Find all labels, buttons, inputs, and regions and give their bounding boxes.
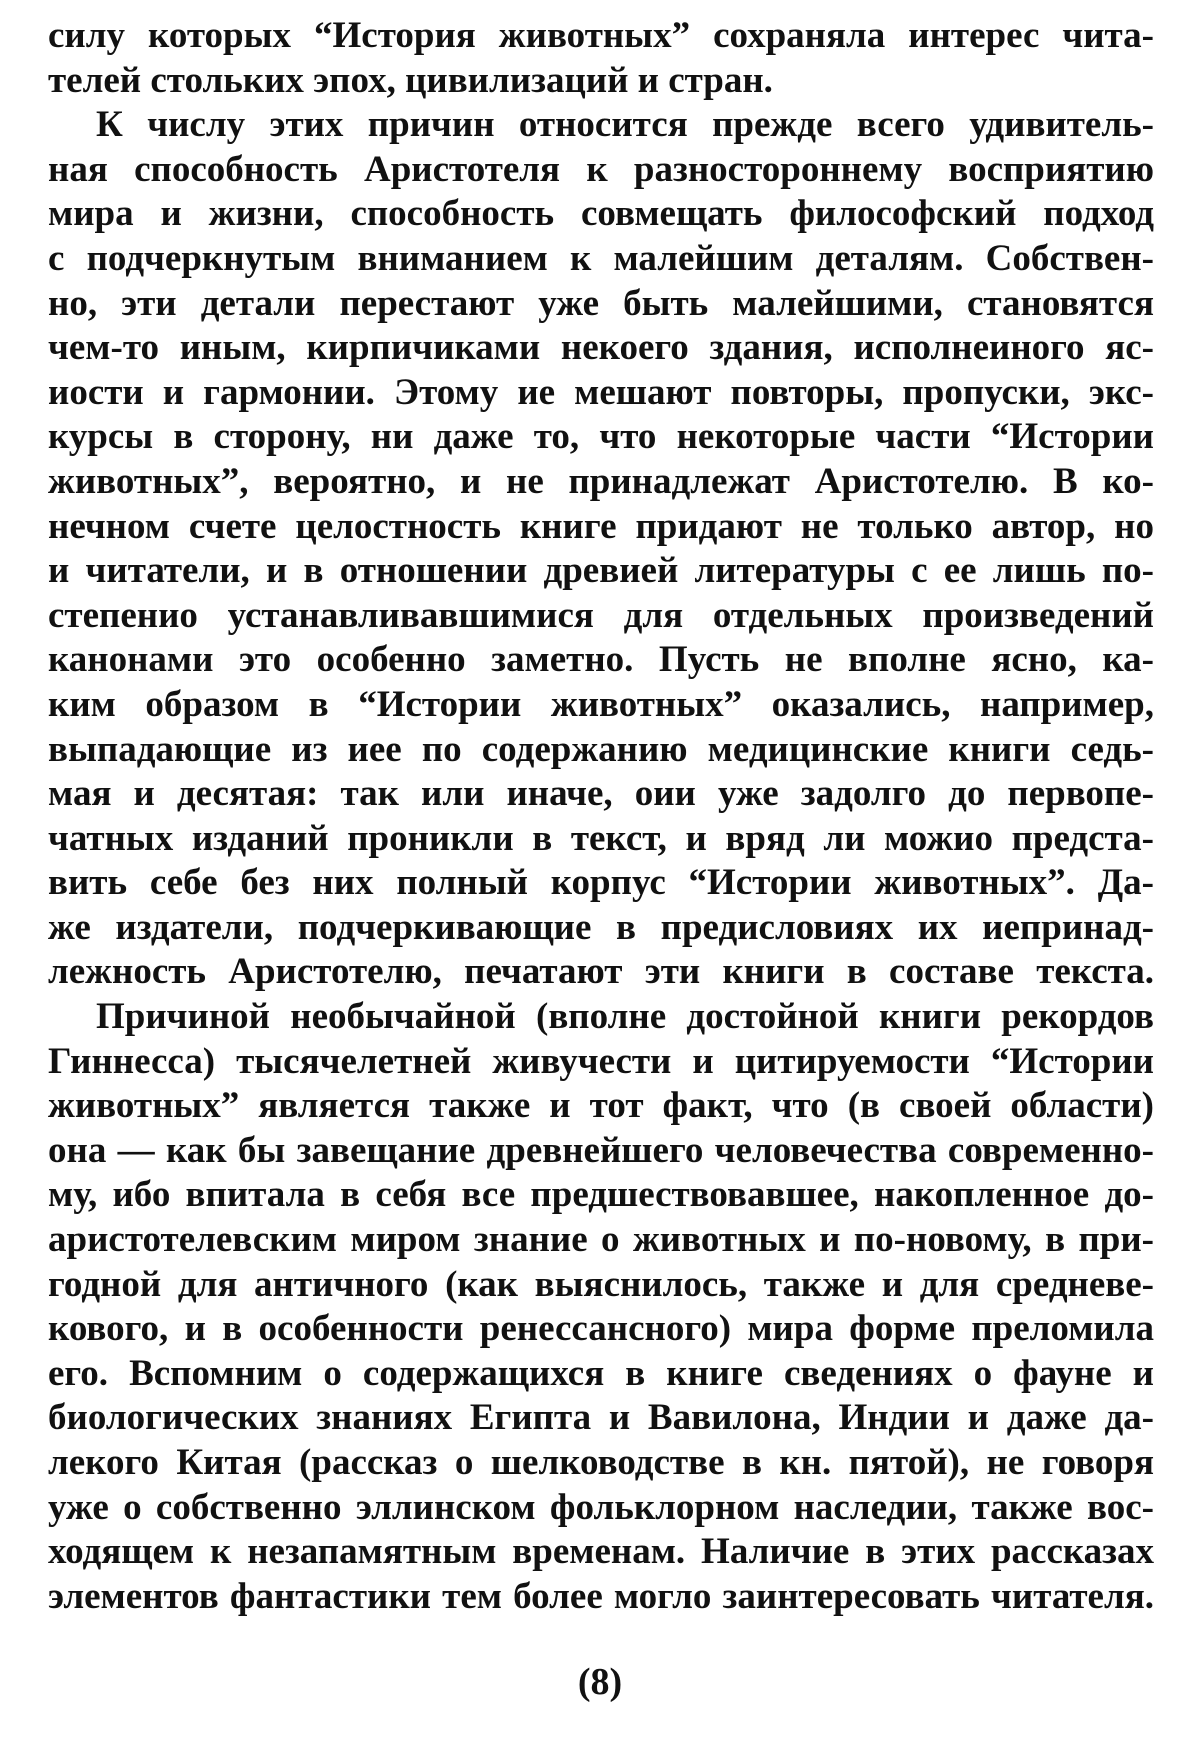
- text-line: годной для античного (как выяснилось, также и для средневе-: [48, 1263, 1154, 1305]
- text-line: с подчеркнутым вниманием к малейшим деталям. Собствен-: [48, 237, 1154, 279]
- text-line: степенио устанавливавшимися для отдельных произведений: [48, 594, 1154, 636]
- text-line: ким образом в “Истории животных” оказались, например,: [48, 683, 1154, 725]
- text-line: Гиннесса) тысячелетней живучести и цитируемости “Истории: [48, 1040, 1154, 1082]
- text-line: чатных изданий проникли в текст, и вряд ли можио предста-: [48, 817, 1154, 859]
- text-line: животных” является также и тот факт, что (в своей области): [48, 1085, 1154, 1127]
- text-line: же издатели, подчеркивающие в предисловиях их иепринад-: [48, 906, 1154, 948]
- text-line: му, ибо впитала в себя все предшествовавшее, накопленное до-: [48, 1174, 1154, 1216]
- text-line: аристотелевским миром знание о животных и по-новому, в при-: [48, 1219, 1154, 1261]
- text-line: его. Вспомним о содержащихся в книге сведениях о фауне и: [48, 1352, 1154, 1394]
- text-line: и читатели, и в отношении древией литературы с ее лишь по-: [48, 550, 1154, 592]
- text-line: элементов фантастики тем более могло заинтересовать читателя.: [48, 1575, 1154, 1617]
- text-line: телей стольких эпох, цивилизаций и стран.: [48, 59, 773, 101]
- text-line: лекого Китая (рассказ о шелководстве в кн. пятой), не говоря: [48, 1442, 1154, 1483]
- text-line: биологических знаниях Египта и Вавилона, Индии и даже да-: [48, 1397, 1154, 1439]
- text-line: лежность Аристотелю, печатают эти книги в составе текста.: [48, 951, 1154, 993]
- page-number: (8): [577, 1661, 623, 1703]
- text-line: курсы в сторону, ни даже то, что некоторые части “Истории: [48, 416, 1154, 458]
- book-page: [48, 14, 1154, 1728]
- text-line: уже о собственно эллинском фольклорном наследии, также вос-: [48, 1486, 1154, 1528]
- text-line: ная способность Аристотеля к разностороннему восприятию: [48, 148, 1154, 190]
- text-line: нечном счете целостность книге придают не только автор, но: [48, 505, 1154, 547]
- text-line: мая и десятая: так или иначе, оии уже задолго до первопе-: [48, 773, 1154, 815]
- text-line: канонами это особенно заметно. Пусть не вполне ясно, ка-: [48, 639, 1154, 681]
- text-line: выпадающие из иее по содержанию медицинские книги седь-: [48, 728, 1154, 770]
- text-line: силу которых “История животных” сохраняла интерес чита-: [48, 15, 1154, 56]
- text-line: вить себе без них полный корпус “Истории животных”. Да-: [48, 862, 1154, 904]
- text-line: иости и гармонии. Этому ие мешают повторы, пропуски, экс-: [48, 371, 1154, 413]
- text-line: животных”, вероятно, и не принадлежат Аристотелю. В ко-: [48, 460, 1154, 502]
- text-line: она — как бы завещание древнейшего человечества современно-: [48, 1129, 1154, 1171]
- text-line: чем-то иным, кирпичиками некоего здания, исполнеиного яс-: [48, 327, 1154, 369]
- text-line: Причиной необычайной (вполне достойной книги рекордов: [96, 996, 1154, 1038]
- body-text: [48, 14, 1154, 1619]
- text-line: мира и жизни, способность совмещать философский подход: [48, 193, 1154, 235]
- text-line: ходящем к незапамятным временам. Наличие в этих рассказах: [48, 1531, 1154, 1573]
- text-line: К числу этих причин относится прежде всего удивитель-: [96, 104, 1154, 146]
- text-line: но, эти детали перестают уже быть малейшими, становятся: [48, 282, 1154, 324]
- text-line: кового, и в особенности ренессансного) мира форме преломила: [48, 1308, 1154, 1350]
